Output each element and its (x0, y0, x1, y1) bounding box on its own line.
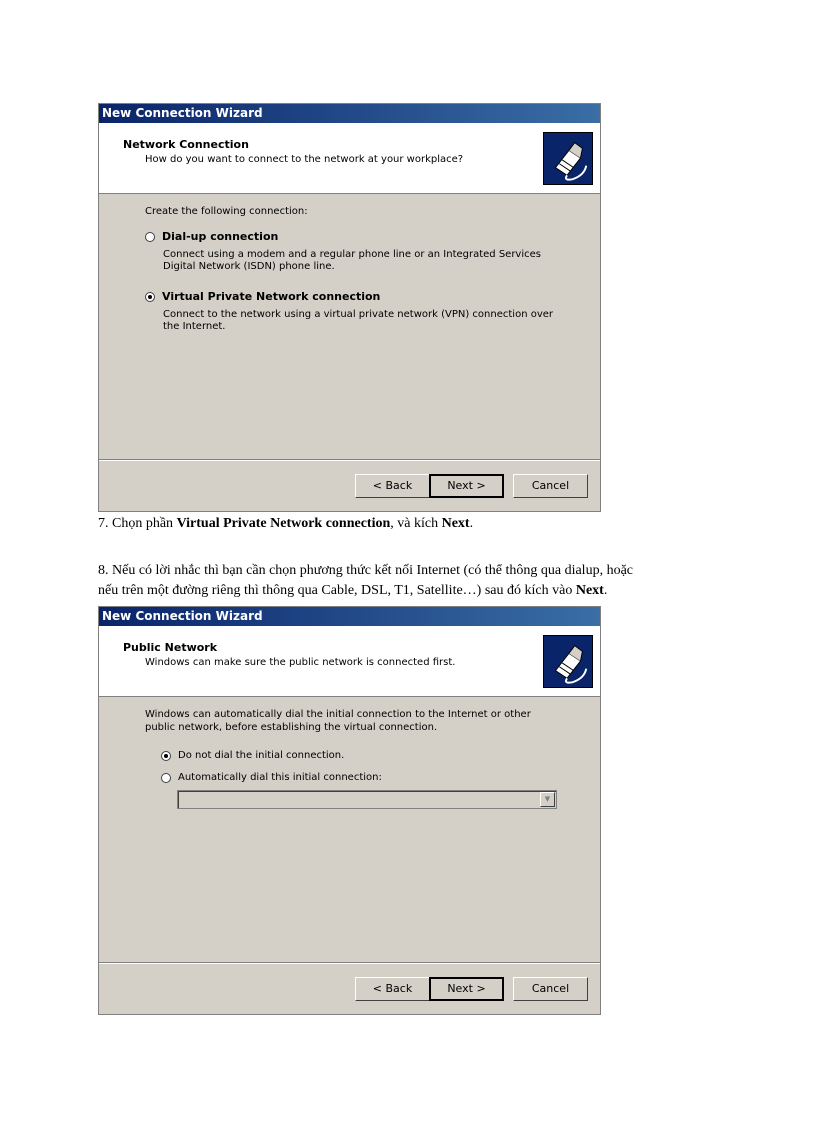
vpn-option[interactable] (145, 290, 380, 303)
cancel-button[interactable]: Cancel (513, 474, 588, 498)
chevron-down-icon[interactable]: ▼ (540, 792, 555, 807)
vpn-label: Virtual Private Network connection (162, 290, 381, 303)
public-network-wizard (98, 606, 601, 1015)
header-title: Network Connection (123, 138, 249, 151)
no-dial-label: Do not dial the initial connection. (178, 750, 345, 761)
no-dial-option[interactable] (161, 750, 344, 761)
footer-divider (99, 459, 600, 461)
wizard-titlebar: New Connection Wizard (99, 104, 600, 123)
network-connection-wizard (98, 103, 601, 512)
step8-line1: 8. Nếu có lời nhắc thì bạn cần chọn phương thức kết nối Internet (có thể thông qua dialup, hoặc (98, 563, 633, 578)
footer-divider (99, 962, 600, 964)
header-title: Public Network (123, 641, 218, 654)
auto-dial-label: Automatically dial this initial connection: (178, 772, 382, 783)
back-button[interactable]: < Back (355, 474, 430, 498)
vpn-radio[interactable] (145, 292, 155, 302)
back-button[interactable]: < Back (355, 977, 430, 1001)
next-button[interactable]: Next > (429, 474, 504, 498)
vpn-description: Connect to the network using a virtual private network (VPN) connection over the Internet. (163, 309, 554, 332)
dialup-description: Connect using a modem and a regular phone line or an Integrated Services Digital Network (ISDN) phone line. (163, 249, 541, 272)
intro-text: Create the following connection: (145, 206, 308, 217)
cancel-button[interactable]: Cancel (513, 977, 588, 1001)
dialup-radio[interactable] (145, 232, 155, 242)
auto-dial-option[interactable] (161, 772, 382, 783)
step7-prefix: 7. Chọn phần (98, 516, 177, 531)
step7-bold-vpn: Virtual Private Network connection (176, 516, 391, 531)
wizard-header (99, 123, 600, 194)
header-subtitle: How do you want to connect to the network at your workplace? (145, 154, 464, 165)
initial-connection-combo[interactable] (177, 790, 557, 809)
step7-suffix: . (469, 516, 474, 531)
wizard-titlebar: New Connection Wizard (99, 607, 600, 626)
no-dial-radio[interactable] (161, 751, 171, 761)
network-plug-icon (543, 132, 593, 185)
next-button[interactable]: Next > (429, 977, 504, 1001)
step7-middle: , và kích (390, 516, 442, 531)
step8-line2 (98, 581, 738, 601)
step8-line2-suffix: . (603, 583, 608, 598)
step8-paragraph (98, 561, 738, 601)
header-subtitle: Windows can make sure the public network is connected first. (145, 657, 456, 668)
wizard-header (99, 626, 600, 697)
step7-paragraph (98, 514, 738, 534)
intro-text: Windows can automatically dial the initial connection to the Internet or other public network, before establishing the virtual connection. (145, 709, 531, 733)
auto-dial-radio[interactable] (161, 773, 171, 783)
dialup-option[interactable] (145, 230, 278, 243)
step8-bold-next: Next (575, 583, 604, 598)
step7-bold-next: Next (441, 516, 470, 531)
step8-line2-prefix: nếu trên một đường riêng thì thông qua Cable, DSL, T1, Satellite…) sau đó kích vào (98, 583, 576, 598)
network-plug-icon (543, 635, 593, 688)
dialup-label: Dial-up connection (162, 230, 279, 243)
